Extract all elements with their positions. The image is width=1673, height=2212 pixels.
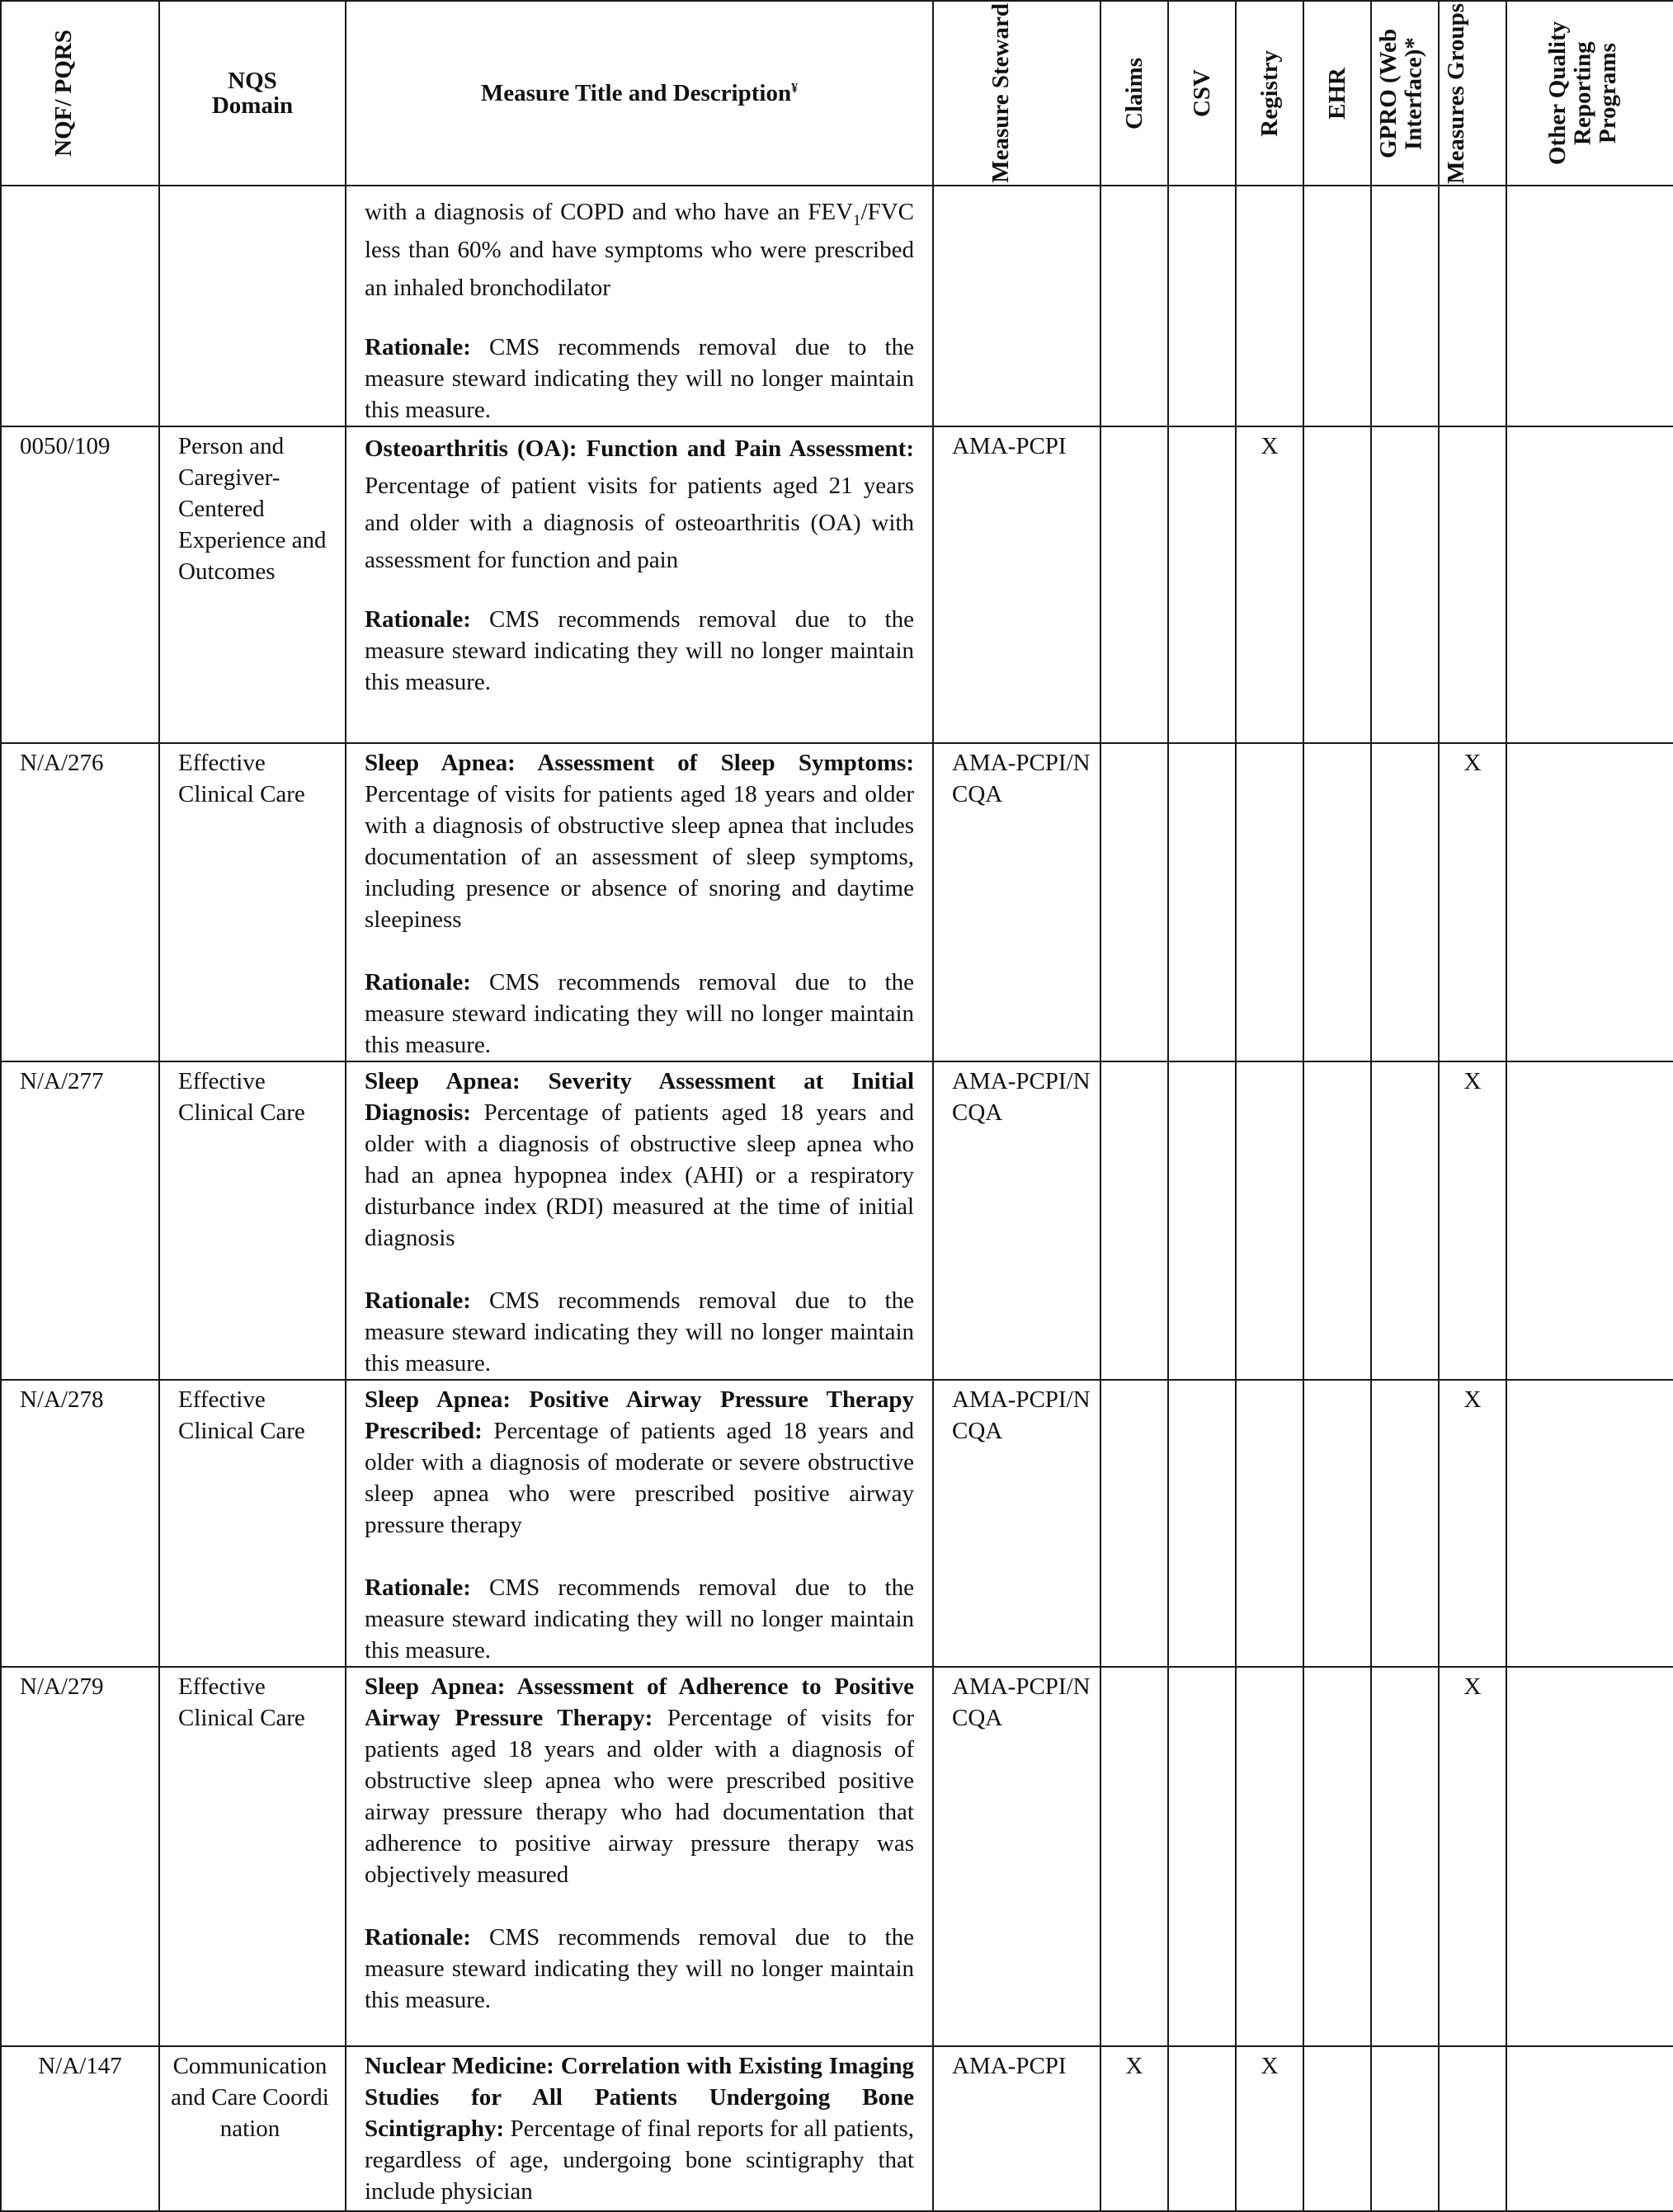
rationale-text: CMS recommends removal due to the measure steward indicating they will no longer maintain this measure. xyxy=(365,1574,914,1664)
other-cell xyxy=(1506,426,1673,743)
description-cell: Nuclear Medicine: Correlation with Existing Imaging Studies for All Patients Undergoing Bone Scintigraphy: Percentage of final reports for all patients, regardless of age, undergoing bone scintigraphy that include physician xyxy=(346,2046,933,2211)
rationale-label: Rationale: xyxy=(365,1924,471,1951)
rationale-label: Rationale: xyxy=(365,1574,471,1601)
csv-cell xyxy=(1168,1667,1236,2046)
domain-cell: Effective Clinical Care xyxy=(159,1667,346,2046)
header-nqs-domain-line1: NQS xyxy=(228,67,277,94)
claims-cell: X xyxy=(1100,2046,1168,2211)
table-row xyxy=(1,1061,1673,1380)
groups-cell: X xyxy=(1439,1667,1506,2046)
measure-title: Sleep Apnea: Severity Assessment at Initial Diagnosis: xyxy=(365,1068,914,1126)
csv-cell xyxy=(1168,743,1236,1061)
claims-cell xyxy=(1100,1667,1168,2046)
header-nqf-pqrs: NQF/ PQRS xyxy=(1,1,159,186)
measure-title: Osteoarthritis (OA): Function and Pain Assessment: xyxy=(365,435,914,462)
rationale-text: CMS recommends removal due to the measure steward indicating they will no longer maintain this measure. xyxy=(365,334,914,423)
steward-cell: AMA-PCPI xyxy=(933,426,1100,743)
groups-cell: X xyxy=(1439,743,1506,1061)
groups-cell: X xyxy=(1439,1061,1506,1380)
nqf-pqrs-cell: N/A/277 xyxy=(1,1061,159,1380)
gpro-cell xyxy=(1371,1667,1439,2046)
ehr-cell xyxy=(1303,743,1371,1061)
ehr-cell xyxy=(1303,1667,1371,2046)
rationale-label: Rationale: xyxy=(365,1287,471,1314)
steward-cell: AMA-PCPI/NCQA xyxy=(933,1380,1100,1667)
csv-cell xyxy=(1168,1380,1236,1667)
gpro-cell xyxy=(1371,426,1439,743)
steward-cell: AMA-PCPI/NCQA xyxy=(933,1061,1100,1380)
ehr-cell xyxy=(1303,426,1371,743)
domain-cell: Effective Clinical Care xyxy=(159,1380,346,1667)
nqf-pqrs-cell: N/A/278 xyxy=(1,1380,159,1667)
claims-cell xyxy=(1100,1380,1168,1667)
nqf-pqrs-cell xyxy=(1,186,159,426)
registry-cell xyxy=(1236,1061,1303,1380)
table-row xyxy=(1,1380,1673,1667)
ehr-cell xyxy=(1303,1061,1371,1380)
gpro-cell xyxy=(1371,1061,1439,1380)
ehr-cell xyxy=(1303,1380,1371,1667)
header-ehr: EHR xyxy=(1303,1,1371,186)
registry-cell xyxy=(1236,1380,1303,1667)
gpro-cell xyxy=(1371,743,1439,1061)
measure-title: Sleep Apnea: Assessment of Adherence to Positive Airway Pressure Therapy: xyxy=(365,1673,914,1731)
measure-title: Sleep Apnea: Positive Airway Pressure Therapy Prescribed: xyxy=(365,1386,914,1444)
nqf-pqrs-cell: N/A/147 xyxy=(1,2046,159,2211)
description-cell: Sleep Apnea: Severity Assessment at Initial Diagnosis: Percentage of patients aged 18 years and older with a diagnosis of obstructive sleep apnea who had an apnea hypopnea index (AHI) or a respiratory disturbance index (RDI) measured at the time of initial diagnosis Rationale: CMS recommends removal due to the measure steward indicating they will no longer maintain this measure. xyxy=(346,1061,933,1380)
nqf-pqrs-cell: N/A/279 xyxy=(1,1667,159,2046)
rationale-label: Rationale: xyxy=(365,334,471,360)
steward-cell: AMA-PCPI/NCQA xyxy=(933,1667,1100,2046)
yen-footnote-mark: ¥ xyxy=(791,80,799,95)
ehr-cell xyxy=(1303,186,1371,426)
header-nqs-domain xyxy=(159,1,346,186)
header-registry: Registry xyxy=(1236,1,1303,186)
measure-title: Nuclear Medicine: Correlation with Existing Imaging Studies for All Patients Undergoing Bone Scintigraphy: xyxy=(365,2053,914,2142)
groups-cell xyxy=(1439,186,1506,426)
domain-cell xyxy=(159,186,346,426)
header-measure-title: Measure Title and Description¥ xyxy=(346,1,933,186)
registry-cell xyxy=(1236,186,1303,426)
nqf-pqrs-cell: 0050/109 xyxy=(1,426,159,743)
csv-cell xyxy=(1168,426,1236,743)
domain-cell: Person and Caregiver-Centered Experience and Outcomes xyxy=(159,426,346,743)
other-cell xyxy=(1506,743,1673,1061)
other-cell xyxy=(1506,1061,1673,1380)
table-row xyxy=(1,2046,1673,2211)
groups-cell: X xyxy=(1439,1380,1506,1667)
header-row xyxy=(1,1,1673,186)
ehr-cell xyxy=(1303,2046,1371,2211)
header-measures-groups: Measures Groups xyxy=(1439,1,1506,186)
header-claims: Claims xyxy=(1100,1,1168,186)
description-cell: Sleep Apnea: Assessment of Adherence to Positive Airway Pressure Therapy: Percentage of visits for patients aged 18 years and older with a diagnosis of obstructive sleep apnea who were prescribed positive airway pressure therapy who had documentation that adherence to positive airway pressure therapy was objectively measured Rationale: CMS recommends removal due to the measure steward indicating they will no longer maintain this measure. xyxy=(346,1667,933,2046)
csv-cell xyxy=(1168,186,1236,426)
measure-title: Sleep Apnea: Assessment of Sleep Symptoms: xyxy=(365,750,914,776)
registry-cell: X xyxy=(1236,2046,1303,2211)
csv-cell xyxy=(1168,1061,1236,1380)
registry-cell xyxy=(1236,1667,1303,2046)
registry-cell xyxy=(1236,743,1303,1061)
nqf-pqrs-cell: N/A/276 xyxy=(1,743,159,1061)
domain-cell: Effective Clinical Care xyxy=(159,1061,346,1380)
gpro-cell xyxy=(1371,2046,1439,2211)
rationale-text: CMS recommends removal due to the measure steward indicating they will no longer maintain this measure. xyxy=(365,1924,914,2013)
table-row xyxy=(1,426,1673,743)
rationale-text: CMS recommends removal due to the measure steward indicating they will no longer maintain this measure. xyxy=(365,969,914,1058)
claims-cell xyxy=(1100,743,1168,1061)
rationale-label: Rationale: xyxy=(365,969,471,995)
gpro-cell xyxy=(1371,186,1439,426)
header-csv: CSV xyxy=(1168,1,1236,186)
other-cell xyxy=(1506,2046,1673,2211)
header-nqs-domain-line2: Domain xyxy=(211,92,294,119)
description-cell: with a diagnosis of COPD and who have an $FEV_1$/FVC less than 60% and have symptoms who were prescribed an inhaled bronchodilator Rationale: CMS recommends removal due to the measure steward indicating they will no longer maintain this measure. xyxy=(346,186,933,426)
claims-cell xyxy=(1100,426,1168,743)
table-row xyxy=(1,186,1673,426)
rationale-label: Rationale: xyxy=(365,606,471,633)
header-other-programs: Other Quality Reporting Programs xyxy=(1506,1,1673,186)
table-row xyxy=(1,1667,1673,2046)
domain-cell: Communication and Care Coordination xyxy=(159,2046,346,2211)
domain-cell: Effective Clinical Care xyxy=(159,743,346,1061)
other-cell xyxy=(1506,1380,1673,1667)
steward-cell: AMA-PCPI/NCQA xyxy=(933,743,1100,1061)
rationale-text: CMS recommends removal due to the measure steward indicating they will no longer maintain this measure. xyxy=(365,606,914,695)
steward-cell xyxy=(933,186,1100,426)
groups-cell xyxy=(1439,2046,1506,2211)
header-gpro: GPRO (Web Interface)* xyxy=(1371,1,1439,186)
table-row xyxy=(1,743,1673,1061)
claims-cell xyxy=(1100,1061,1168,1380)
steward-cell: AMA-PCPI xyxy=(933,2046,1100,2211)
rationale-text: CMS recommends removal due to the measure steward indicating they will no longer maintain this measure. xyxy=(365,1287,914,1377)
description-cell: Sleep Apnea: Positive Airway Pressure Therapy Prescribed: Percentage of patients aged 18 years and older with a diagnosis of moderate or severe obstructive sleep apnea who were prescribed positive airway pressure therapy Rationale: CMS recommends removal due to the measure steward indicating they will no longer maintain this measure. xyxy=(346,1380,933,1667)
other-cell xyxy=(1506,1667,1673,2046)
other-cell xyxy=(1506,186,1673,426)
header-measure-steward: Measure Steward xyxy=(933,1,1100,186)
claims-cell xyxy=(1100,186,1168,426)
gpro-cell xyxy=(1371,1380,1439,1667)
csv-cell xyxy=(1168,2046,1236,2211)
registry-cell: X xyxy=(1236,426,1303,743)
groups-cell xyxy=(1439,426,1506,743)
description-cell: Sleep Apnea: Assessment of Sleep Symptoms: Percentage of visits for patients aged 18 years and older with a diagnosis of obstructive sleep apnea that includes documentation of an assessment of sleep symptoms, including presence or absence of snoring and daytime sleepiness Rationale: CMS recommends removal due to the measure steward indicating they will no longer maintain this measure. xyxy=(346,743,933,1061)
description-cell: Osteoarthritis (OA): Function and Pain Assessment: Percentage of patient visits for patients aged 21 years and older with a diagnosis of osteoarthritis (OA) with assessment for function and pain Rationale: CMS recommends removal due to the measure steward indicating they will no longer maintain this measure. xyxy=(346,426,933,743)
